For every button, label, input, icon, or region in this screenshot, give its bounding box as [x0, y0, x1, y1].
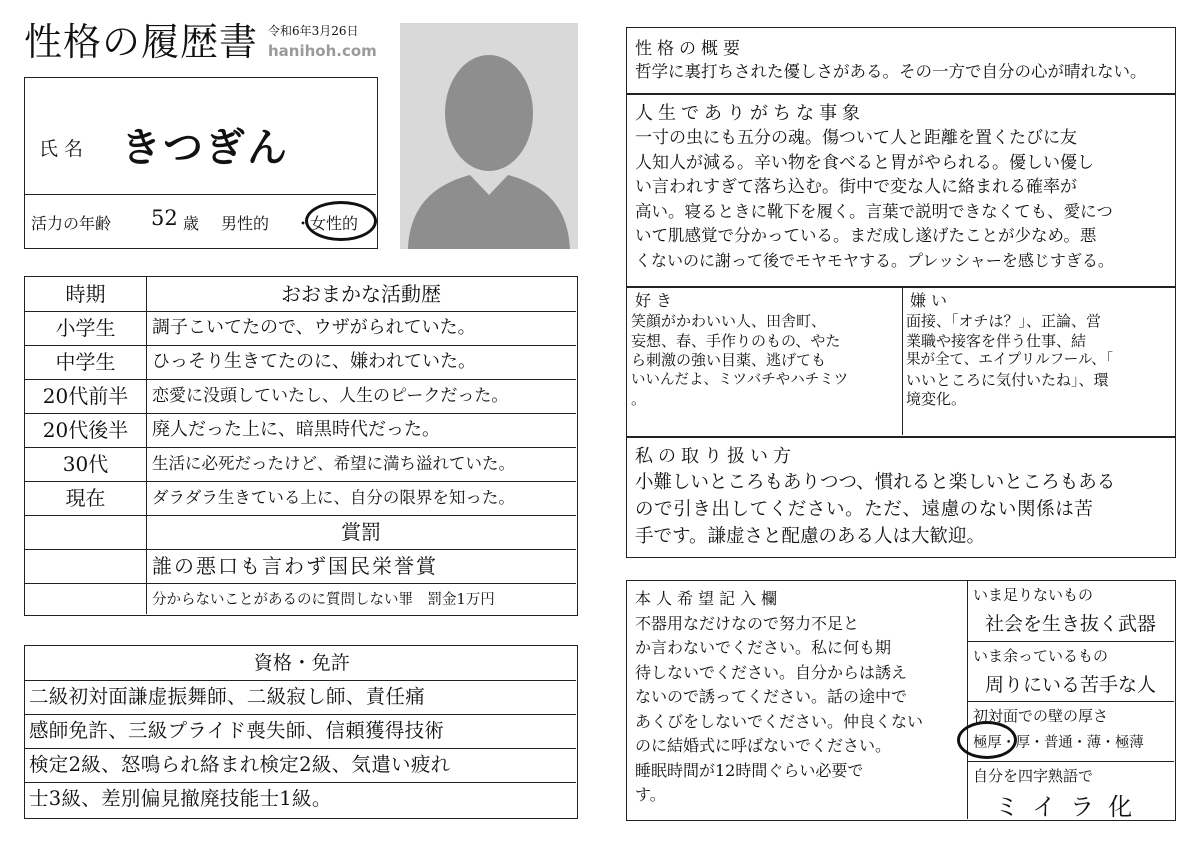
idiom-value: ミイラ化	[994, 793, 1147, 821]
surplus-label: いま余っているもの	[973, 647, 1109, 665]
period-cell: 小学生	[55, 316, 116, 340]
selection-circle	[305, 201, 377, 241]
wish-line: 待しないでください。自分からは誘え	[635, 662, 908, 682]
person-silhouette-icon	[400, 23, 578, 249]
profile-photo-placeholder	[400, 23, 578, 249]
name-box	[24, 77, 378, 249]
activity-cell: 廃人だった上に、暗黒時代だった。	[152, 419, 440, 440]
overview-text: 哲学に裏打ちされた優しさがある。その一方で自分の心が晴れない。	[635, 62, 1147, 81]
handling-title: 私の取り扱い方	[635, 446, 796, 467]
column-divider	[902, 288, 903, 435]
overview-section	[626, 27, 1176, 94]
rewards-header: 賞罰	[341, 520, 381, 544]
wish-line: あくびをしないでください。仲良くない	[635, 711, 924, 731]
period-cell: 30代	[62, 452, 109, 476]
divider	[25, 194, 376, 195]
site-watermark: hanihoh.com	[268, 42, 377, 60]
life-events-section	[626, 94, 1176, 287]
period-cell: 現在	[65, 486, 106, 510]
wish-line: す。	[635, 785, 666, 804]
row-line	[967, 701, 1174, 702]
life-events-line: 高い。寝るときに靴下を履く。言葉で説明できなくても、愛につ	[635, 201, 1113, 221]
life-events-line: くないのに謝って後でモヤモヤする。プレッシャーを感じすぎる。	[635, 250, 1114, 270]
period-cell: 中学生	[55, 350, 116, 374]
page-title: 性格の履歴書	[24, 20, 259, 64]
name-value: きつぎん	[121, 125, 289, 171]
wish-line: 睡眠時間が12時間ぐらい必要で	[635, 760, 864, 780]
gender-option-female: 女性的	[310, 214, 359, 233]
qualifications-title: 資格・免許	[253, 652, 351, 674]
row-line	[967, 641, 1174, 642]
selection-circle	[957, 721, 1017, 759]
column-header-period: 時期	[65, 282, 106, 306]
wish-section	[626, 580, 1176, 821]
gender-option-male: 男性的	[221, 214, 270, 233]
handling-line: ので引き出してください。ただ、遠慮のない関係は苦	[635, 499, 1094, 520]
life-events-title: 人生でありがちな事象	[635, 103, 865, 124]
likes-line: ら刺激の強い目薬、逃げても	[631, 351, 827, 369]
likes-line: いいんだよ、ミツバチやハチミツ	[631, 371, 849, 388]
column-divider	[146, 277, 147, 614]
dislikes-line: 面接、「オチは？」、正論、営	[906, 312, 1102, 330]
date-label: 令和6年3月26日	[268, 24, 359, 38]
reward-cell: 誰の悪口も言わず国民栄誉賞	[152, 554, 438, 578]
qualification-line: 士3級、差別偏見撤廃技能士1級。	[29, 787, 332, 810]
name-label: 氏名	[39, 138, 90, 160]
activity-cell: 恋愛に没頭していたし、人生のピークだった。	[152, 386, 509, 406]
wish-line: か言わないでください。私に何も期	[635, 638, 892, 657]
period-cell: 20代後半	[42, 418, 129, 442]
qualification-line: 検定2級、怒鳴られ絡まれ検定2級、気遣い疲れ	[29, 753, 451, 776]
penalty-cell: 分からないことがあるのに質問しない罪 罰金1万円	[152, 592, 495, 608]
dislikes-line: いいところに気付いたね」、環	[906, 370, 1109, 389]
likes-line: 。	[631, 390, 647, 408]
age-value: 52	[151, 206, 178, 230]
wish-title: 本人希望記入欄	[635, 589, 783, 608]
gender-separator: ・	[295, 214, 312, 233]
activity-cell: 調子こいてたので、ウザがられていた。	[152, 317, 476, 338]
likes-title: 好き	[635, 291, 678, 310]
handling-section	[626, 437, 1176, 558]
likes-line: 妄想、春、手作りのもの、やた	[631, 331, 841, 350]
life-events-line: 人知人が減る。辛い物を食べると胃がやられる。優しい優し	[635, 152, 1094, 173]
lacking-label: いま足りないもの	[973, 586, 1094, 604]
dislikes-line: 業職や接客を伴う仕事、結	[906, 331, 1087, 350]
column-header-activity: おおまかな活動歴	[281, 282, 441, 306]
wish-line: 不器用なだけなので努力不足と	[635, 613, 860, 633]
age-unit: 歳	[183, 214, 200, 233]
wish-line: ないので誘ってください。話の途中で	[635, 687, 908, 706]
surplus-value: 周りにいる苦手な人	[984, 674, 1156, 696]
likes-line: 笑顔がかわいい人、田舎町、	[631, 312, 827, 330]
dislikes-line: 果が全て、エイプリルフール、「	[906, 352, 1114, 368]
activity-cell: ダラダラ生きている上に、自分の限界を知った。	[152, 488, 515, 507]
wall-label: 初対面での壁の厚さ	[973, 707, 1109, 725]
qualification-line: 感師免許、三級プライド喪失師、信頼獲得技術	[29, 719, 445, 742]
likes-dislikes-section	[626, 287, 1176, 437]
qualifications-box	[24, 645, 578, 819]
row-line	[967, 761, 1174, 762]
qualification-line: 二級初対面謙虚振舞師、二級寂し師、責任痛	[29, 685, 426, 708]
wish-line: のに結婚式に呼ばないでください。	[635, 736, 892, 755]
lacking-value: 社会を生き抜く武器	[984, 613, 1156, 635]
age-label: 活力の年齢	[31, 214, 112, 233]
life-events-line: 一寸の虫にも五分の魂。傷ついて人と距離を置くたびに友	[635, 128, 1077, 148]
activity-table	[24, 276, 578, 616]
dislikes-title: 嫌い	[910, 291, 953, 310]
life-events-line: いて肌感覚で分かっている。まだ成し遂げたことが少なめ。悪	[635, 226, 1097, 245]
handling-line: 小難しいところもありつつ、慣れると楽しいところもある	[635, 472, 1116, 493]
life-events-line: い言われすぎて落ち込む。街中で変な人に絡まれる確率が	[635, 177, 1077, 197]
idiom-label: 自分を四字熟語で	[973, 767, 1094, 785]
activity-cell: ひっそり生きてたのに、嫌われていた。	[152, 351, 476, 372]
handling-line: 手です。謙虚さと配慮のある人は大歓迎。	[635, 526, 986, 547]
wall-options: 極厚・厚・普通・薄・極薄	[973, 735, 1144, 751]
dislikes-line: 境変化。	[906, 390, 967, 408]
activity-cell: 生活に必死だったけど、希望に満ち溢れていた。	[152, 454, 515, 473]
overview-title: 性格の概要	[635, 39, 745, 59]
period-cell: 20代前半	[42, 384, 129, 408]
